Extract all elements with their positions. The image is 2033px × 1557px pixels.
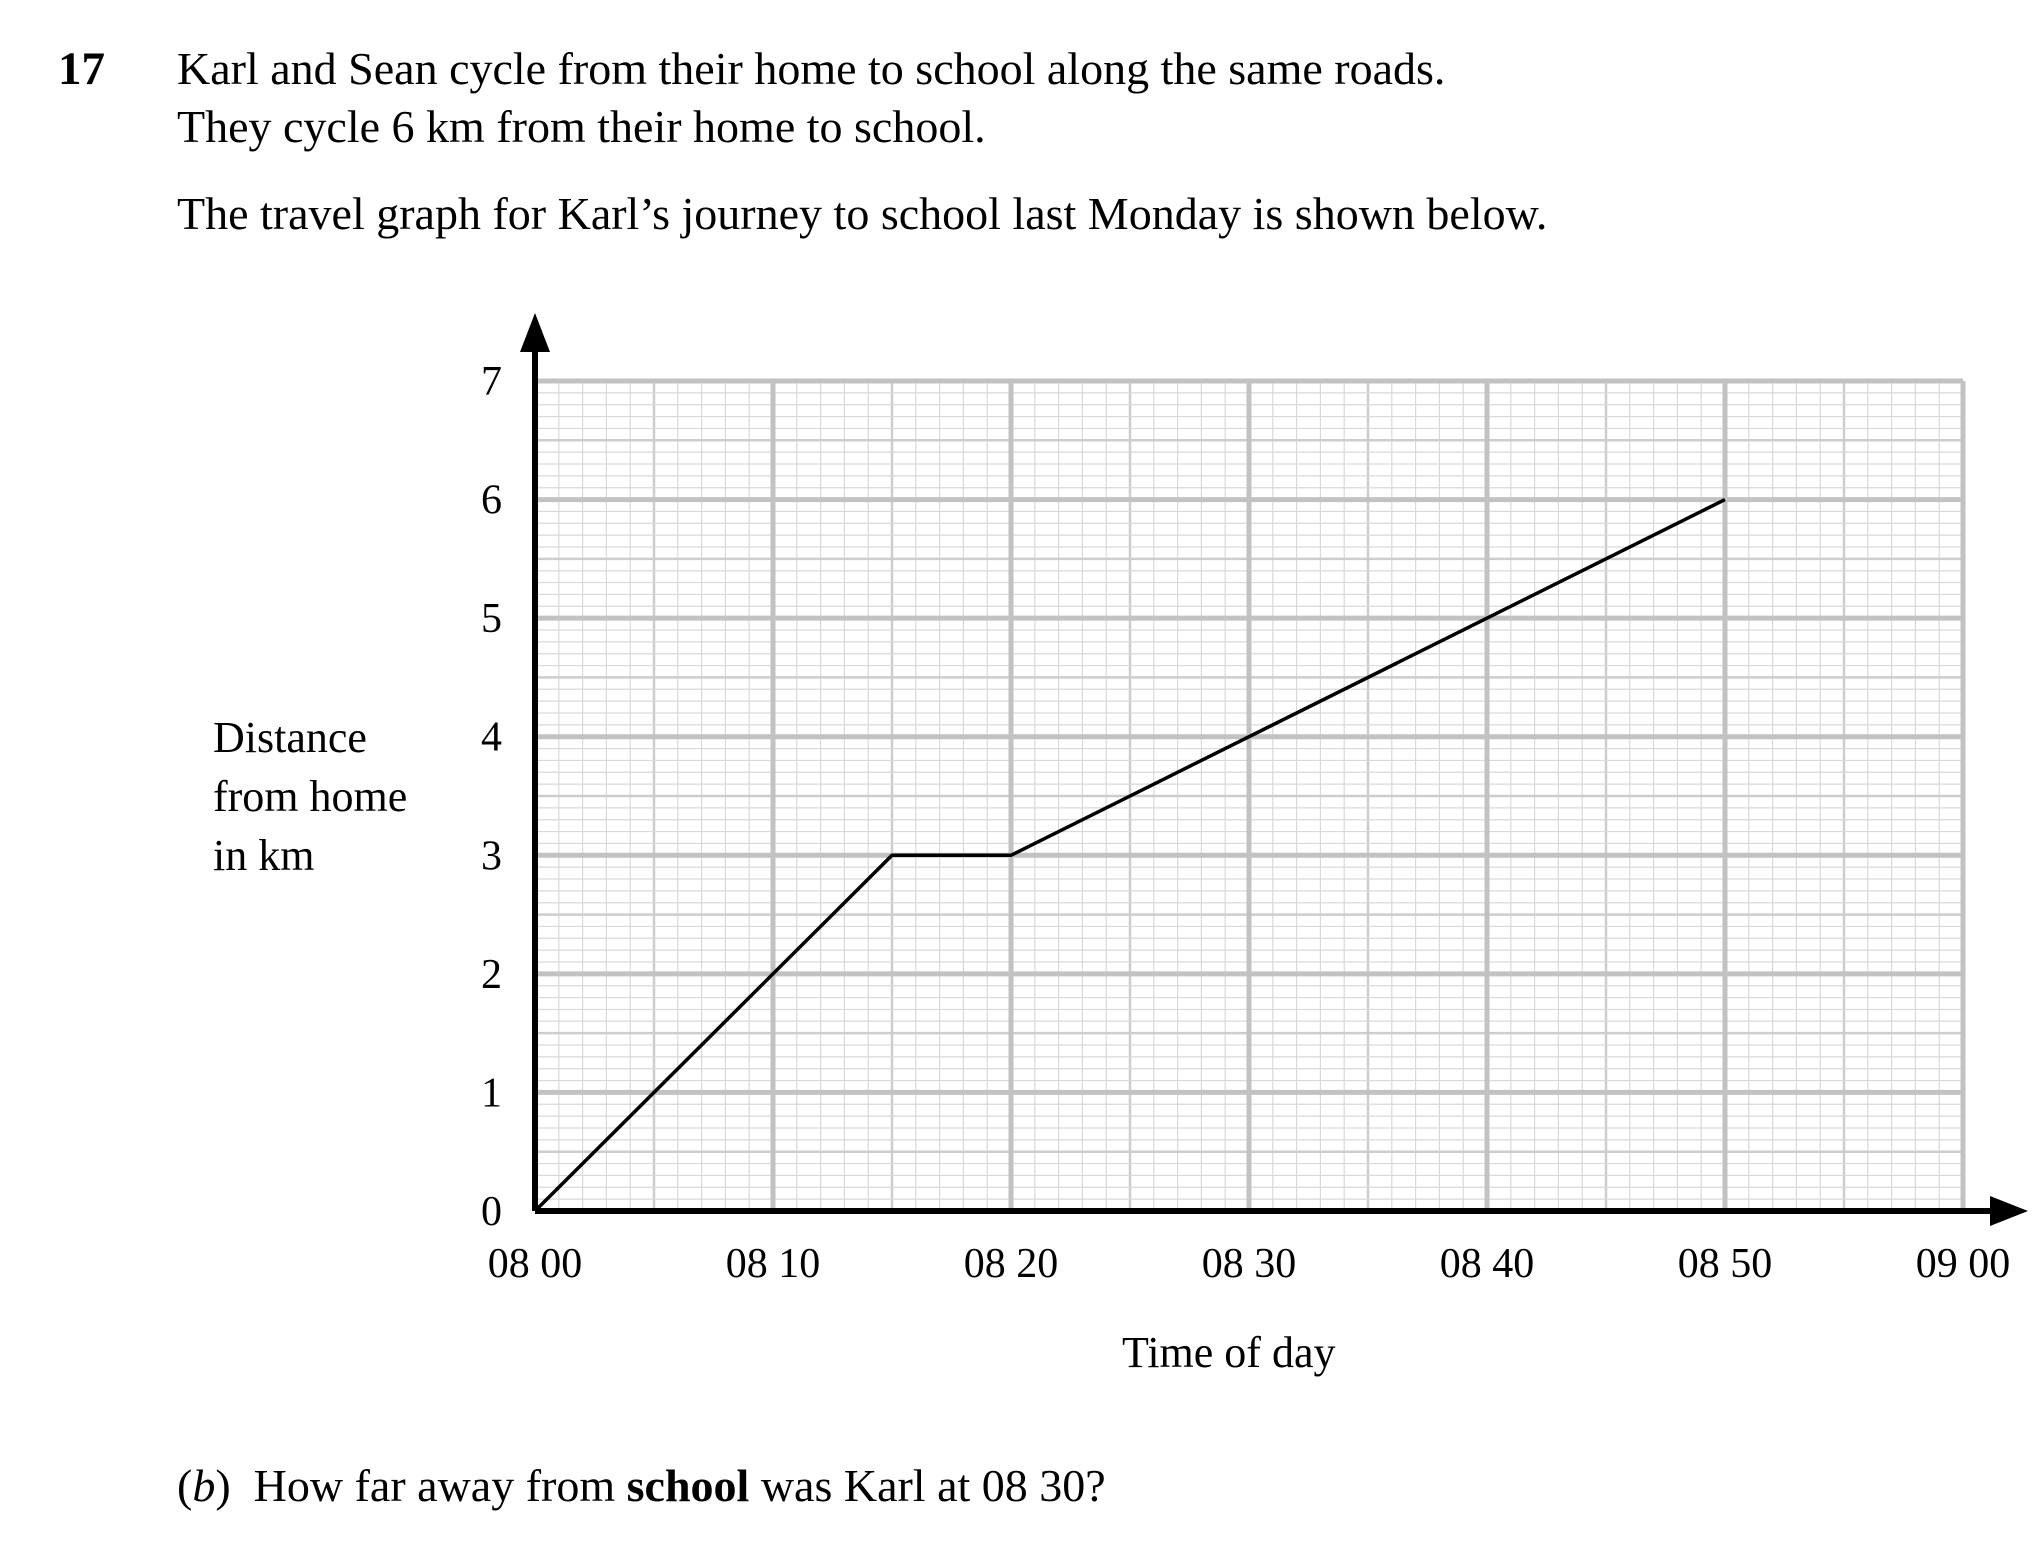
y-axis-label-line-2: from home bbox=[213, 772, 408, 821]
x-tick-labels bbox=[488, 1241, 2011, 1287]
x-tick-label: 09 00 bbox=[1915, 1241, 2011, 1287]
question-text-line-3: The travel graph for Karl’s journey to school last Monday is shown below. bbox=[177, 188, 1548, 239]
x-tick-label: 08 40 bbox=[1439, 1241, 1535, 1287]
y-tick-label: 1 bbox=[481, 1070, 502, 1117]
x-axis-arrow bbox=[1990, 1196, 2028, 1226]
x-tick-label: 08 30 bbox=[1201, 1241, 1297, 1287]
axes bbox=[520, 313, 2028, 1226]
part-b-text-after: was Karl at 08 30? bbox=[749, 1460, 1106, 1511]
y-axis-label-line-1: Distance bbox=[213, 713, 367, 762]
part-b-label: b bbox=[192, 1460, 216, 1511]
y-tick-label: 2 bbox=[481, 951, 502, 998]
part-b-emphasis: school bbox=[626, 1460, 750, 1511]
x-axis-label: Time of day bbox=[1122, 1328, 1336, 1377]
y-tick-labels bbox=[481, 359, 502, 1235]
x-tick-label: 08 10 bbox=[725, 1241, 821, 1287]
y-tick-label: 4 bbox=[481, 714, 502, 761]
y-axis-label-line-3: in km bbox=[213, 831, 315, 880]
question-number: 17 bbox=[58, 43, 105, 95]
y-tick-label: 0 bbox=[481, 1189, 502, 1235]
x-tick-label: 08 50 bbox=[1677, 1241, 1773, 1287]
y-tick-label: 7 bbox=[481, 359, 502, 405]
question-text-line-2: They cycle 6 km from their home to school. bbox=[177, 101, 986, 152]
y-axis-arrow bbox=[520, 313, 550, 352]
y-axis-label bbox=[213, 708, 407, 885]
part-b-question: (b) How far away from school was Karl at 08 30? bbox=[177, 1460, 1106, 1511]
part-b-text-before: How far away from bbox=[253, 1460, 627, 1511]
y-tick-label: 6 bbox=[481, 477, 502, 524]
x-tick-label: 08 20 bbox=[963, 1241, 1059, 1287]
x-tick-label: 08 00 bbox=[487, 1241, 583, 1287]
y-tick-label: 3 bbox=[481, 833, 502, 880]
question-text-line-1: Karl and Sean cycle from their home to school along the same roads. bbox=[177, 43, 1446, 94]
y-tick-label: 5 bbox=[481, 596, 502, 643]
